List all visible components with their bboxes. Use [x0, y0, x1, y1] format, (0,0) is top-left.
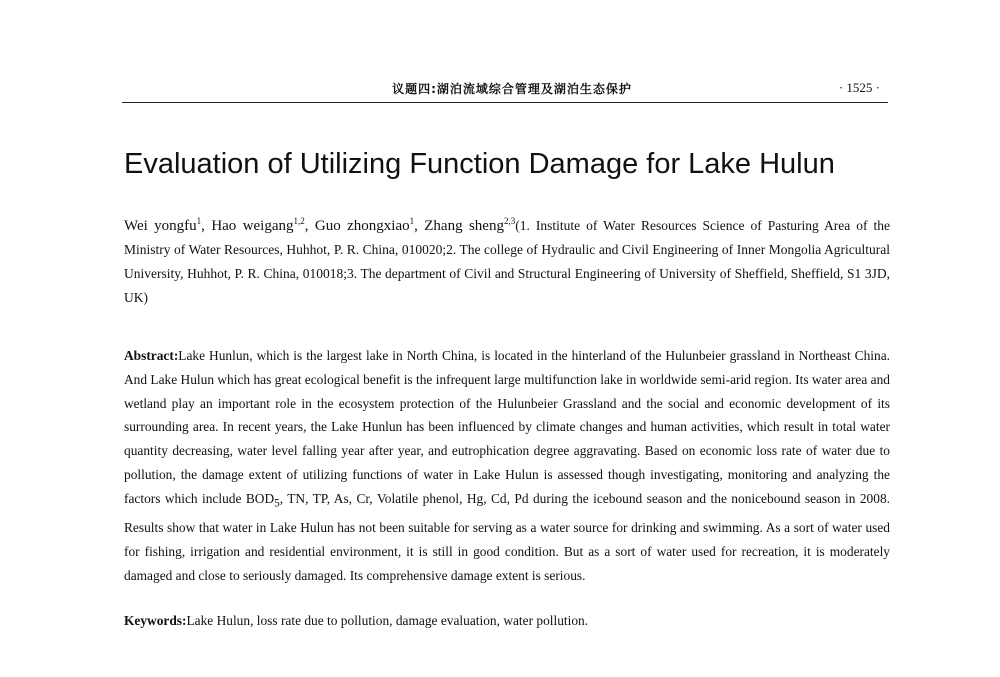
keywords: [124, 609, 890, 633]
abstract: [124, 344, 890, 588]
author-1-affil: 1: [196, 216, 202, 226]
author-2-affil: 1,2: [293, 216, 305, 226]
page-number: · 1525 ·: [838, 80, 880, 95]
author-3-affil: 1: [409, 216, 415, 226]
paper-title: Evaluation of Utilizing Function Damage for Lake Hulun: [124, 148, 835, 180]
keywords-text: Lake Hulun, loss rate due to pollution, damage evaluation, water pollution.: [186, 613, 589, 628]
author-block: [124, 214, 890, 310]
running-header: [122, 80, 888, 104]
author-4: Zhang sheng: [424, 218, 504, 234]
author-4-affil: 2,3: [503, 216, 516, 226]
header-rule: [122, 102, 888, 103]
abstract-text-2: , TN, TP, As, Cr, Volatile phenol, Hg, Cd, Pd during the icebound season and the nonicebound season in 2008. Results show that water in Lake Hulun has not been suitable for serving as a water source for drinking and swimming. As a sort of water used for fishing, irrigation and residential environment, it is still in good condition. But as a sort of water used for recreation, it is moderately damaged and close to seriously damaged. Its comprehensive damage extent is serious.: [124, 490, 890, 583]
author-1: Wei yongfu: [124, 218, 197, 234]
bod-subscript: 5: [274, 497, 280, 510]
abstract-text-1: Lake Hunlun, which is the largest lake in North China, is located in the hinterland of the Hulunbeier grassland in Northeast China. And Lake Hulun which has great ecological benefit is the infrequent large multifunction lake in worldwide semi-arid region. Its water area and wetland play an important role in the ecosystem protection of the Hulunbeier Grassland and the social and economic development of its surrounding area. In recent years, the Lake Hunlun has been influenced by climate changes and human activities, which result in total water quantity decreasing, water level falling year after year, and eutrophication degree aggravating. Based on economic loss rate of water due to pollution, the damage extent of utilizing functions of water in Lake Hulun is assessed though investigating, monitoring and analyzing the factors which include BOD: [124, 348, 890, 506]
affiliations: (1. Institute of Water Resources Science of Pasturing Area of the Ministry of Water Resources, Huhhot, P. R. China, 010020;2. The college of Hydraulic and Civil Engineering of Inner Mongolia Agricultural University, Huhhot, P. R. China, 010018;3. The department of Civil and Structural Engineering of University of Sheffield, Sheffield, S1 3JD, UK): [124, 218, 890, 305]
author-names: Wei yongfu$^1$, Hao weigang$^{1,2}$, Guo zhongxiao$^1$, Zhang sheng$^{2,3}$: [124, 216, 516, 234]
section-title: 议题四:湖泊流域综合管理及湖泊生态保护: [392, 82, 632, 96]
abstract-label: Abstract:: [124, 348, 179, 363]
author-2: Hao weigang: [211, 218, 294, 234]
author-3: Guo zhongxiao: [314, 218, 410, 234]
keywords-label: Keywords:: [124, 613, 187, 628]
